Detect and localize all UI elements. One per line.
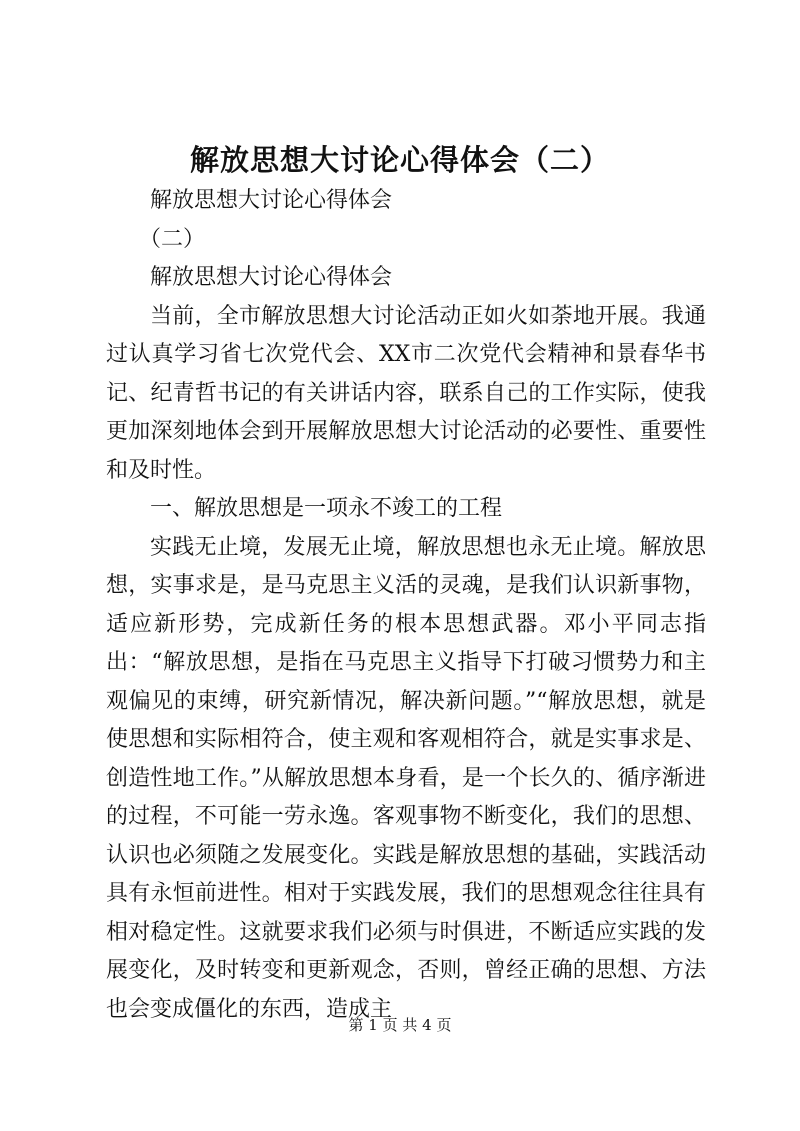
subtitle-line-2: （二） (139, 226, 206, 252)
subtitle-line-3: 解放思想大讨论心得体会 (150, 265, 393, 290)
section-heading-1: 一、解放思想是一项永不竣工的工程 (150, 496, 503, 521)
document-title: 解放思想大讨论心得体会（二） (189, 143, 610, 177)
paragraph-section-1: 实践无止境，发展无止境，解放思想也永无止境。解放思想，实事求是，是马克思主义活的灵魂，是我们认识新事物，适应新形势，完成新任务的根本思想武器。邓小平同志指出：“解放思想，是指在马克思主义指导下打破习惯势力和主观偏见的束缚，研究新情况，解决新问题。”“解放思想，就是使思想和实际相符合，使主观和客观相符合，就是实事求是、创造性地工作。”从解放思想本身看，是一个长久的、循序渐进的过程，不可能一劳永逸。客观事物不断变化，我们的思想、认识也必须随之发展变化。实践是解放思想的基础，实践活动具有永恒前进性。相对于实践发展，我们的思想观念往往具有相对稳定性。这就要求我们必须与时俱进，不断适应实践的发展变化，及时转变和更新观念，否则，曾经正确的思想、方法也会变成僵化的东西，造成主 (106, 534, 706, 1022)
page-footer: 第 1 页 共 4 页 (348, 1016, 452, 1034)
subtitle-line-1: 解放思想大讨论心得体会 (150, 188, 393, 213)
document-body (106, 182, 706, 1029)
paragraph-intro: 当前，全市解放思想大讨论活动正如火如荼地开展。我通过认真学习省七次党代会、XX市二次党代会精神和景春华书记、纪青哲书记的有关讲话内容，联系自己的工作实际，使我更加深刻地体会到开展解放思想大讨论活动的必要性、重要性和及时性。 (106, 303, 706, 483)
